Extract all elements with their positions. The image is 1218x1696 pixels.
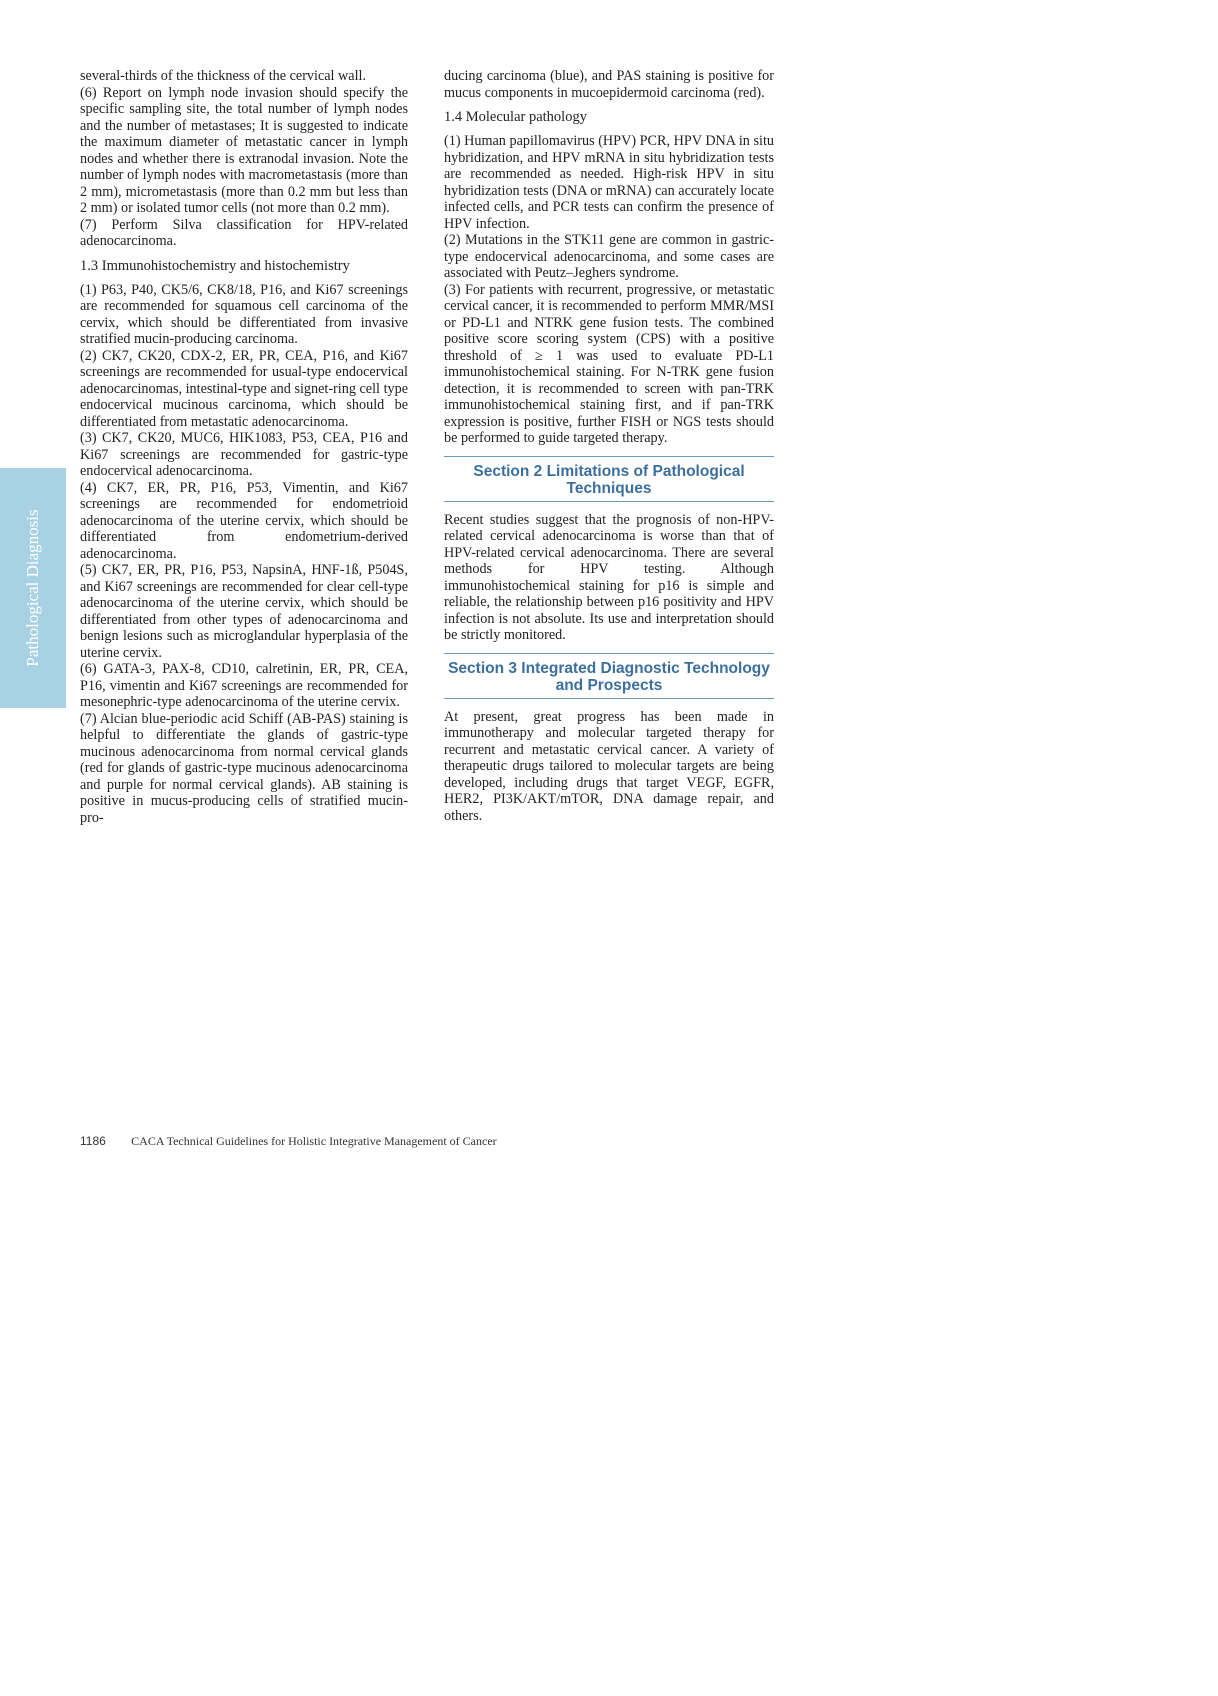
section-2-title: Section 2 Limitations of Pathological Techniques (473, 462, 745, 497)
right-column (444, 68, 774, 824)
section-3-body: At present, great progress has been made in immunotherapy and molecular targeted therapy for recurrent and metastatic cervical cancer. A variety of therapeutic drugs tailored to molecular targets are being developed, including drugs that target VEGF, EGFR, HER2, PI3K/AKT/mTOR, DNA damage repair, and others. (444, 708, 774, 824)
paragraph-lymph-node-report: (6) Report on lymph node invasion should specify the specific sampling site, the total number of lymph nodes and the number of metastases; It is suggested to indicate the maximum diameter of metastatic cancer in lymph nodes and whether there is extranodal invasion. Note the number of lymph nodes with macrometastasis (more than 2 mm), micrometastasis (more than 0.2 mm but less than 2 mm) or isolated tumor cells (not more than 0.2 mm). (80, 84, 408, 216)
paragraph-molecular-2: (2) Mutations in the STK11 gene are common in gastric-type endocervical adenocarcinoma, and some cases are associated with Peutz–Jeghers syndrome. (444, 232, 774, 281)
running-footer-title: CACA Technical Guidelines for Holistic Integrative Management of Cancer (131, 1134, 497, 1148)
paragraph-ihc-1: (1) P63, P40, CK5/6, CK8/18, P16, and Ki67 screenings are recommended for squamous cell carcinoma of the cervix, which should be differentiated from invasive stratified mucin-producing carcinoma. (80, 281, 408, 347)
paragraph-ihc-6: (6) GATA-3, PAX-8, CD10, calretinin, ER, PR, CEA, P16, vimentin and Ki67 screenings are recommended for mesonephric-type adenocarcinoma of the uterine cervix. (80, 661, 408, 710)
page-footer (80, 1134, 497, 1149)
paragraph-ihc-2: (2) CK7, CK20, CDX-2, ER, PR, CEA, P16, and Ki67 screenings are recommended for usual-type endocervical adenocarcinomas, intestinal-type and signet-ring cell type endocervical mucinous carcinoma, which should be differentiated from metastatic adenocarcinoma. (80, 347, 408, 430)
page-number: 1186 (80, 1134, 106, 1148)
side-tab (0, 468, 66, 708)
paragraph-molecular-1: (1) Human papillomavirus (HPV) PCR, HPV DNA in situ hybridization, and HPV mRNA in situ hybridization tests are recommended as needed. High-risk HPV in situ hybridization tests (DNA or mRNA) can accurately locate infected cells, and PCR tests can confirm the presence of HPV infection. (444, 133, 774, 232)
paragraph-ihc-5: (5) CK7, ER, PR, P16, P53, NapsinA, HNF-1ß, P504S, and Ki67 screenings are recommended for clear cell-type adenocarcinoma of the uterine cervix, which should be differentiated from other types of adenocarcinoma and benign lesions such as microglandular hyperplasia of the uterine cervix. (80, 562, 408, 661)
section-2-body: Recent studies suggest that the prognosis of non-HPV-related cervical adenocarcinoma is worse than that of HPV-related cervical adenocarcinoma. There are several methods for HPV testing. Although immunohistochemical staining for p16 is simple and reliable, the relationship between p16 positivity and HPV infection is not absolute. Its use and interpretation should be strictly monitored. (444, 511, 774, 643)
paragraph-continued: several-thirds of the thickness of the cervical wall. (80, 68, 367, 84)
paragraph-ihc-4: (4) CK7, ER, PR, P16, P53, Vimentin, and Ki67 screenings are recommended for endometrioid adenocarcinoma of the uterine cervix, which should be differentiated from endometrium-derived adenocarcinoma. (80, 479, 408, 562)
section-2-heading (444, 456, 774, 502)
subheading-immunohistochemistry: 1.3 Immunohistochemistry and histochemistry (80, 257, 350, 274)
paragraph-continued: ducing carcinoma (blue), and PAS staining is positive for mucus components in mucoepidermoid carcinoma (red). (444, 68, 774, 101)
side-tab-label: Pathological Diagnosis (23, 509, 42, 667)
paragraph-ihc-3: (3) CK7, CK20, MUC6, HIK1083, P53, CEA, P16 and Ki67 screenings are recommended for gastric-type endocervical adenocarcinoma. (80, 430, 408, 479)
paragraph-molecular-3: (3) For patients with recurrent, progressive, or metastatic cervical cancer, it is recommended to perform MMR/MSI or PD-L1 and NTRK gene fusion tests. The combined positive score scoring system (CPS) with a positive threshold of ≥ 1 was used to evaluate PD-L1 immunohistochemical staining. For N-TRK gene fusion detection, it is recommended to screen with pan-TRK immunohistochemical staining first, and if pan-TRK expression is positive, further FISH or NGS tests should be performed to guide targeted therapy. (444, 281, 774, 446)
paragraph-ihc-7: (7) Alcian blue-periodic acid Schiff (AB-PAS) staining is helpful to differentiate the glands of gastric-type mucinous adenocarcinoma from normal cervical glands (red for glands of gastric-type mucinous adenocarcinoma and purple for normal cervical glands). AB staining is positive in mucus-producing cells of stratified mucin-pro- (80, 710, 408, 826)
subheading-molecular-pathology: 1.4 Molecular pathology (444, 109, 587, 125)
section-3-title: Section 3 Integrated Diagnostic Technology and Prospects (448, 659, 770, 694)
section-3-heading (444, 653, 774, 699)
paragraph-silva-classification: (7) Perform Silva classification for HPV-related adenocarcinoma. (80, 216, 408, 249)
left-column (80, 68, 408, 826)
